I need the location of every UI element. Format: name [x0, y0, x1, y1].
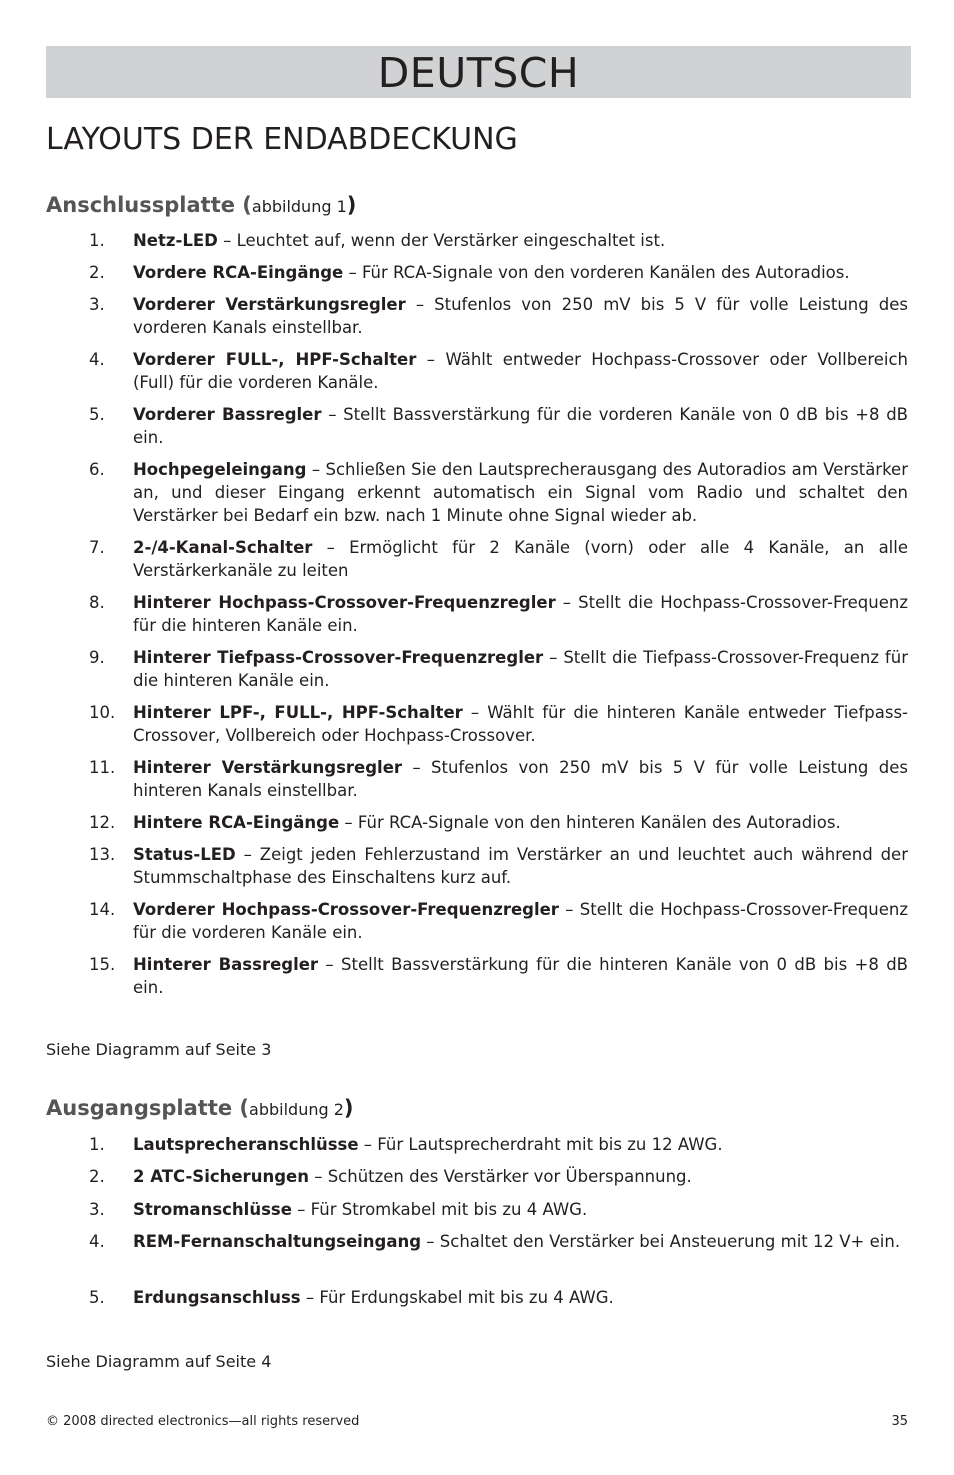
list-item-number: 2. [89, 263, 105, 282]
list-item-number: 1. [89, 1135, 105, 1154]
list-item [133, 1165, 908, 1188]
list-item-term: Erdungsanschluss [133, 1288, 301, 1307]
list-item-term: Vorderer Bassregler [133, 405, 322, 424]
list-item [133, 1133, 908, 1156]
banner-title: DEUTSCH [377, 49, 580, 97]
list-item-text: – Für Erdungskabel mit bis zu 4 AWG. [300, 1288, 614, 1307]
list-item-text: – Stellt Bassverstärkung für die vorderen Kanäle von 0 dB bis +8 dB ein. [133, 405, 908, 447]
page-heading: LAYOUTS DER ENDABDECKUNG [46, 122, 518, 157]
list-item-text: – Stellt die Hochpass-Crossover-Frequenz für die hinteren Kanäle ein. [133, 593, 909, 635]
list-item [133, 701, 908, 747]
list-item-number: 3. [89, 295, 105, 314]
list-item-number: 6. [89, 460, 105, 479]
list-item-text: – Zeigt jeden Fehlerzustand im Verstärker an und leuchtet auch während der Stummschaltphase des Einschaltens kurz auf. [133, 845, 908, 887]
section-heading-text: Ausgangsplatte ( [46, 1096, 250, 1120]
page-number: 35 [891, 1414, 908, 1429]
figure-reference: abbildung 1 [251, 197, 347, 216]
list-item-term: Vorderer Verstärkungsregler [133, 295, 406, 314]
list-item-term: Stromanschlüsse [133, 1200, 292, 1219]
list-item-number: 15. [89, 955, 116, 974]
list-item-text: – Stellt die Hochpass-Crossover-Frequenz für die vorderen Kanäle ein. [133, 900, 908, 942]
list-item-number: 11. [89, 758, 116, 777]
list-item-number: 10. [89, 703, 116, 722]
list-item [133, 591, 908, 637]
list-item-text: – Stellt die Tiefpass-Crossover-Frequenz für die hinteren Kanäle ein. [133, 648, 908, 690]
list-item-text: – Wählt entweder Hochpass-Crossover oder Vollbereich (Full) für die vorderen Kanäle. [133, 350, 909, 392]
list-item [133, 261, 908, 284]
list-item-text: – Für Lautsprecherdraht mit bis zu 12 AWG. [358, 1135, 723, 1154]
list-item-term: Lautsprecheranschlüsse [133, 1135, 359, 1154]
list-item-text: – Stellt Bassverstärkung für die hinteren Kanäle von 0 dB bis +8 dB ein. [133, 955, 908, 997]
list-item-text: – Für RCA-Signale von den hinteren Kanälen des Autoradios. [339, 813, 841, 832]
list-item-text: – Schließen Sie den Lautsprecherausgang des Autoradios am Verstärker an, und dieser Eingang erkennt automatisch ein Signal vom Radio und schaltet den Verstärker bei Bedarf ein bzw. nach 1 Minute ohne Signal wieder ab. [133, 460, 908, 525]
list-item-number: 7. [89, 538, 105, 557]
list-item-term: Vordere RCA-Eingänge [133, 263, 344, 282]
list-item [133, 293, 908, 339]
list-item-term: Netz-LED [133, 231, 218, 250]
list-item-term: REM-Fernanschaltungseingang [133, 1232, 422, 1251]
list-item-number: 4. [89, 1232, 105, 1251]
list-item-term: Hochpegeleingang [133, 460, 307, 479]
list-item [133, 1198, 908, 1221]
list-item-number: 5. [89, 1288, 105, 1307]
list-item [133, 403, 908, 449]
diagram-note-1: Siehe Diagramm auf Seite 3 [46, 1040, 272, 1059]
list-item [133, 536, 908, 582]
list-item-number: 8. [89, 593, 105, 612]
list-item-term: Hinterer Bassregler [133, 955, 319, 974]
list-item [133, 756, 908, 802]
list-item-text: – Wählt für die hinteren Kanäle entweder Tiefpass-Crossover, Vollbereich oder Hochpass-Crossover. [133, 703, 909, 745]
list-item-text: – Stufenlos von 250 mV bis 5 V für volle Leistung des hinteren Kanals einstellbar. [133, 758, 908, 800]
list-item [133, 229, 908, 252]
list-item-term: Hinterer Hochpass-Crossover-Frequenzregler [133, 593, 556, 612]
section-heading-text: Anschlussplatte ( [46, 193, 252, 217]
section-heading-ausgangsplatte [46, 1096, 354, 1120]
list-item-number: 1. [89, 231, 105, 250]
list-item-term: Hinterer LPF-, FULL-, HPF-Schalter [133, 703, 463, 722]
list-item-number: 9. [89, 648, 105, 667]
list-item-text: – Schützen des Verstärker vor Überspannung. [308, 1167, 692, 1186]
list-item-text: – Für Stromkabel mit bis zu 4 AWG. [291, 1200, 588, 1219]
list-item-term: 2-/4-Kanal-Schalter [133, 538, 313, 557]
list-item [133, 898, 908, 944]
list-item-term: Hinterer Verstärkungsregler [133, 758, 403, 777]
section-heading-close: ) [346, 193, 357, 217]
copyright-footer: © 2008 directed electronics—all rights reserved [46, 1414, 360, 1429]
figure-reference: abbildung 2 [249, 1100, 344, 1119]
list-item-number: 13. [89, 845, 116, 864]
diagram-note-2: Siehe Diagramm auf Seite 4 [46, 1352, 272, 1371]
list-item-term: Vorderer FULL-, HPF-Schalter [133, 350, 417, 369]
list-item [133, 953, 908, 999]
list-item [133, 348, 908, 394]
list-item-text: – Ermöglicht für 2 Kanäle (vorn) oder alle 4 Kanäle, an alle Verstärkerkanäle zu leiten [133, 538, 908, 580]
list-item-number: 3. [89, 1200, 105, 1219]
list-item [133, 811, 908, 834]
list-item-term: Hintere RCA-Eingänge [133, 813, 340, 832]
section-heading-anschlussplatte [46, 193, 356, 217]
list-item-number: 2. [89, 1167, 105, 1186]
list-item-term: 2 ATC-Sicherungen [133, 1167, 309, 1186]
list-item-number: 5. [89, 405, 105, 424]
list-item [133, 1286, 908, 1309]
list-item-text: – Leuchtet auf, wenn der Verstärker eingeschaltet ist. [217, 231, 666, 250]
list-item-text: – Für RCA-Signale von den vorderen Kanälen des Autoradios. [343, 263, 850, 282]
list-item-term: Hinterer Tiefpass-Crossover-Frequenzregler [133, 648, 544, 667]
list-item-term: Vorderer Hochpass-Crossover-Frequenzregler [133, 900, 559, 919]
list-item-number: 12. [89, 813, 116, 832]
list-item [133, 843, 908, 889]
list-item-text: – Schaltet den Verstärker bei Ansteuerung mit 12 V+ ein. [421, 1232, 901, 1251]
list-item [133, 1230, 908, 1253]
list-item-term: Status-LED [133, 845, 236, 864]
section-heading-close: ) [343, 1096, 354, 1120]
list-item-text: – Stufenlos von 250 mV bis 5 V für volle Leistung des vorderen Kanals einstellbar. [133, 295, 908, 337]
list-item-number: 14. [89, 900, 116, 919]
list-item-number: 4. [89, 350, 105, 369]
list-item [133, 646, 908, 692]
list-item [133, 458, 908, 527]
language-banner [46, 46, 911, 98]
